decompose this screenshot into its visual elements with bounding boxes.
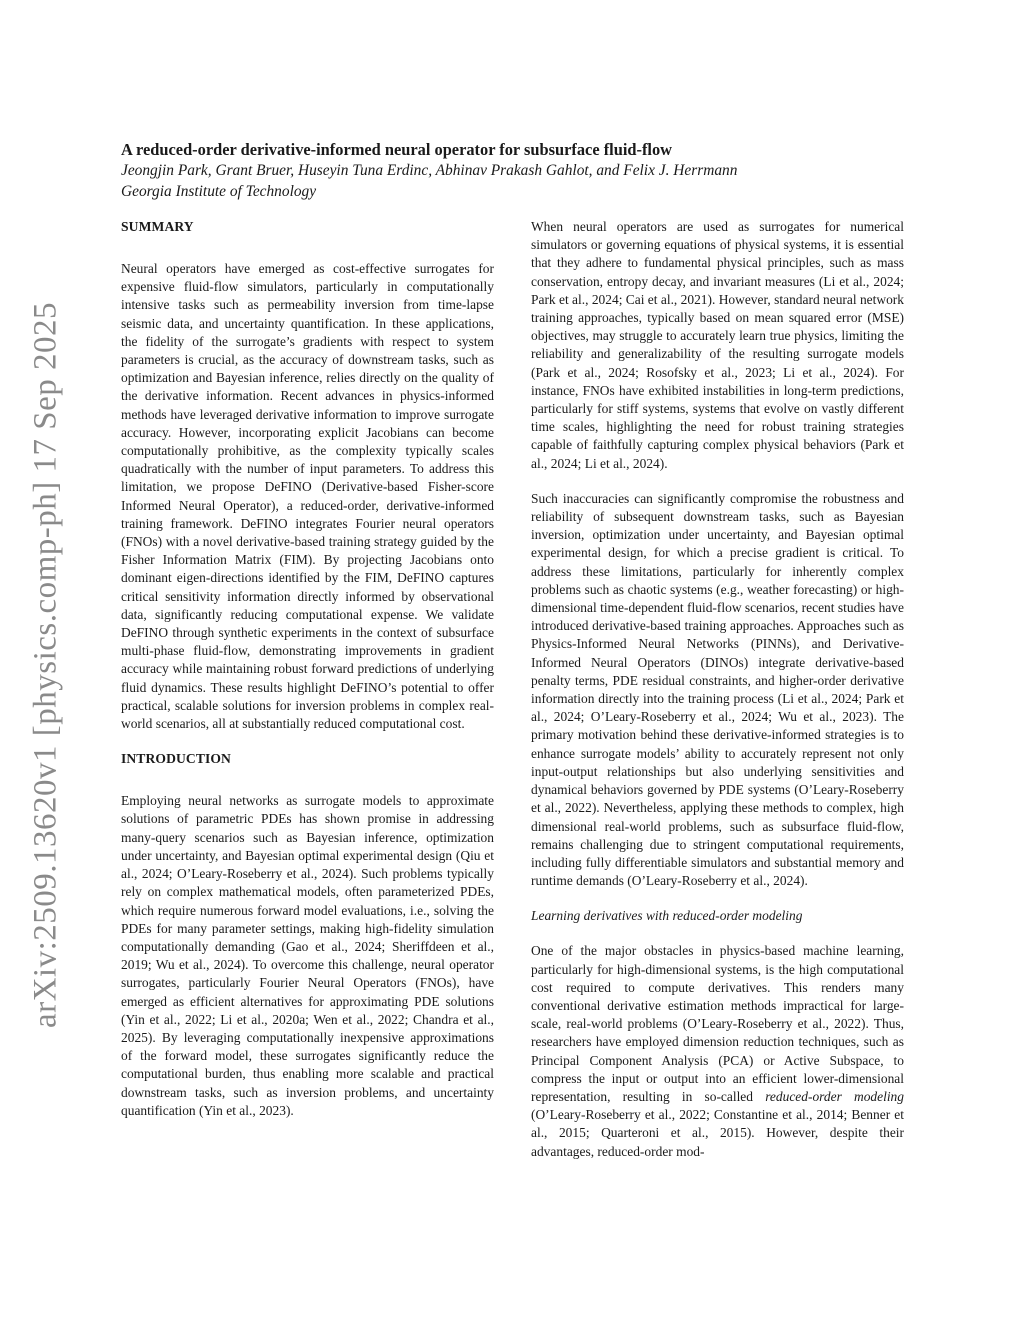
- summary-heading: SUMMARY: [121, 219, 194, 234]
- subsection-emphasis: reduced-order modeling: [765, 1088, 904, 1104]
- summary-paragraph: Neural operators have emerged as cost-effective surrogates for expensive fluid-flow simulators, particularly in computationally intensive tasks such as permeability inversion from time-lapse seismic data, and uncertainty quantification. In these applications, the fidelity of the surrogate’s gradients with respect to system parameters is crucial, as the accuracy of downstream tasks, such as optimization and Bayesian inference, relies directly on the quality of the derivative information. Recent advances in physics-informed methods have leveraged derivative information to improve surrogate accuracy. However, incorporating explicit Jacobians can become computationally prohibitive, as the complexity typically scales quadratically with the number of input parameters. To address this limitation, we propose DeFINO (Derivative-based Fisher-score Informed Neural Operator), a reduced-order, derivative-informed training framework. DeFINO integrates Fourier neural operators (FNOs) with a novel derivative-based training strategy guided by the Fisher Information Matrix (FIM). By projecting Jacobians onto dominant eigen-directions identified by the FIM, DeFINO captures critical sensitivity information directly informed by observational data, significantly reducing computational expense. We validate DeFINO through synthetic experiments in the context of subsurface multi-phase fluid-flow, demonstrating improvements in gradient accuracy while maintaining robust forward predictions of underlying fluid dynamics. These results highlight DeFINO’s potential to offer practical, scalable solutions for inversion problems in complex real-world scenarios, all at substantially reduced computational cost.: [121, 261, 494, 732]
- left-column: [121, 218, 494, 1120]
- subsection-text-start: One of the major obstacles in physics-based machine learning, particularly for high-dimensional systems, is the high computational cost required to compute derivatives. This renders many conventional derivative estimation methods impractical for large-scale, real-world problems (O’Leary-Roseberry et al., 2022). Thus, researchers have employed dimension reduction techniques, such as Principal Component Analysis (PCA) or Active Subspace, to compress the input or output into an efficient lower-dimensional representation, resulting in so-called: [531, 943, 904, 1104]
- introduction-heading: INTRODUCTION: [121, 751, 231, 767]
- paper-title: A reduced-order derivative-informed neural operator for subsurface fluid-flow: [121, 140, 672, 159]
- right-column: [531, 218, 904, 1161]
- arxiv-identifier-stamp: [26, 295, 66, 1035]
- arxiv-identifier-text: arXiv:2509.13620v1 [physics.comp-ph] 17 Sep 2025: [27, 301, 64, 1029]
- paper-authors: Jeongjin Park, Grant Bruer, Huseyin Tuna Erdinc, Abhinav Prakash Gahlot, and Felix J. Herrmann: [121, 162, 738, 179]
- subsection-paragraph-1: [531, 942, 904, 1160]
- introduction-paragraph-1: Employing neural networks as surrogate models to approximate solutions of parametric PDEs has shown promise in addressing many-query scenarios such as Bayesian inference, optimization under uncertainty, and Bayesian optimal experimental design (Qiu et al., 2024; O’Leary-Roseberry et al., 2024). Such problems typically rely on complex mathematical models, often parameterized PDEs, which require numerous forward model evaluations, i.e., solving the PDEs for many parameter settings, making high-fidelity simulation computationally demanding (Gao et al., 2024; Sheriffdeen et al., 2019; Wu et al., 2024). To overcome this challenge, neural operator surrogates, particularly Fourier Neural Operators (FNOs), have emerged as efficient alternatives for approximating PDE solutions (Yin et al., 2022; Li et al., 2020a; Wen et al., 2022; Chandra et al., 2025). By leveraging computationally inexpensive approximations of the forward model, these surrogates significantly reduce the computational burden, thus enabling more scalable and practical downstream tasks, such as inversion problems, and uncertainty quantification (Yin et al., 2023).: [121, 793, 494, 1118]
- introduction-paragraph-3: Such inaccuracies can significantly compromise the robustness and reliability of subsequent downstream tasks, such as Bayesian inversion, optimization under uncertainty, and Bayesian optimal experimental design, for which a precise gradient is critical. To address these limitations, particularly for inherently complex problems such as chaotic systems (e.g., weather forecasting) or high-dimensional time-dependent fluid-flow scenarios, recent studies have introduced derivative-based training approaches. Approaches such as Physics-Informed Neural Networks (PINNs), and Derivative-Informed Neural Operators (DINOs) integrate derivative-based penalty terms, PDE residual constraints, and higher-order derivative information directly into the training process (Li et al., 2024; Park et al., 2024; O’Leary-Roseberry et al., 2024; Wu et al., 2023). The primary motivation behind these derivative-informed strategies is to enhance surrogate models’ ability to accurately represent not only input-output relationships but also underlying sensitivities and dynamical behaviors governed by PDE systems (O’Leary-Roseberry et al., 2022). Nevertheless, applying these methods to complex, high dimensional real-world problems, such as subsurface fluid-flow, remains challenging due to stringent computational requirements, including fully differentiable simulators and substantial memory and runtime demands (O’Leary-Roseberry et al., 2024).: [531, 490, 904, 889]
- introduction-paragraph-2: When neural operators are used as surrogates for numerical simulators or governing equations of physical systems, it is essential that they adhere to fundamental physical principles, such as mass conservation, entropy decay, and invariant measures (Li et al., 2024; Park et al., 2024; Cai et al., 2021). However, standard neural network training approaches, typically based on mean squared error (MSE) objectives, may struggle to accurately learn true physics, limiting the reliability and generalizability of the resulting surrogate models (Park et al., 2024; Rosofsky et al., 2023; Li et al., 2024). For instance, FNOs have exhibited instabilities in long-term predictions, particularly for stiff systems, systems that evolve on vastly different time scales, highlighting the need for robust training strategies capable of faithfully capturing complex physical behaviors (Park et al., 2024; Li et al., 2024).: [531, 219, 904, 471]
- subsection-heading: Learning derivatives with reduced-order modeling: [531, 908, 803, 924]
- paper-affiliation: Georgia Institute of Technology: [121, 183, 317, 200]
- subsection-text-end: (O’Leary-Roseberry et al., 2022; Constantine et al., 2014; Benner et al., 2015; Quarteroni et al., 2015). However, despite their advantages, reduced-order mod-: [531, 1107, 904, 1159]
